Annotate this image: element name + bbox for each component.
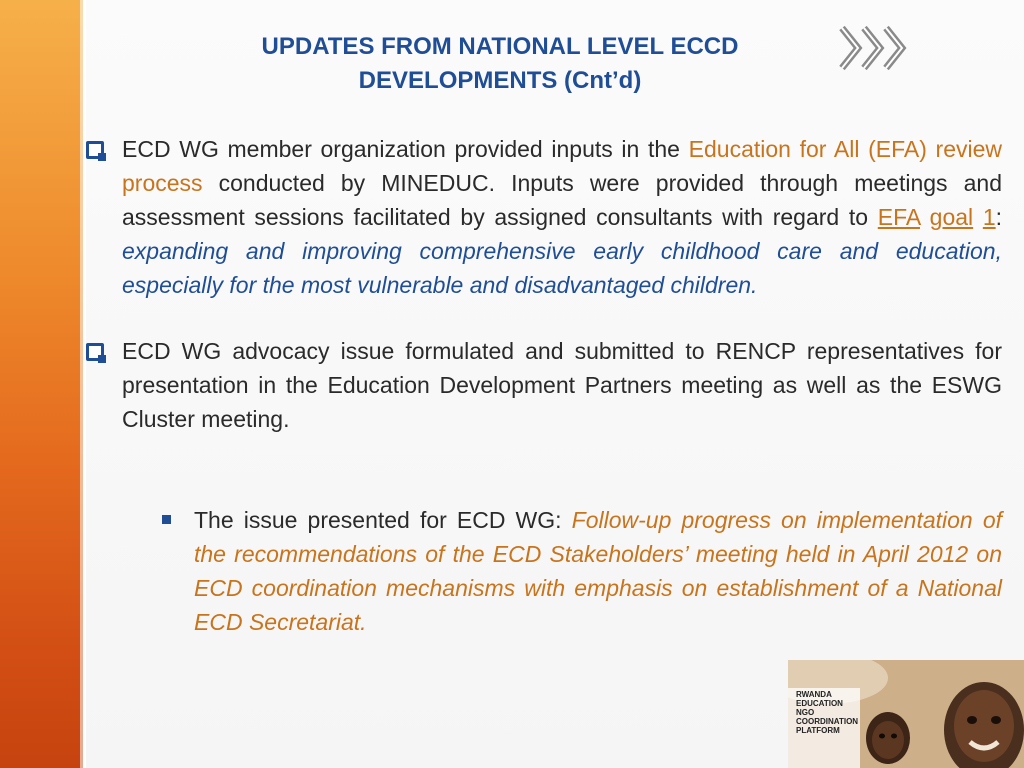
- slide-title-line-1: UPDATES FROM NATIONAL LEVEL ECCD: [261, 33, 739, 60]
- sub-bullet-lead: The issue presented for ECD WG:: [194, 507, 572, 533]
- checkbox-bullet-icon: [86, 141, 104, 159]
- sub-bullet-issue-presented: [158, 503, 1002, 639]
- slide-title-line-2: DEVELOPMENTS (Cnt’d): [358, 67, 642, 94]
- logo-line-coordination: COORDINATION: [796, 717, 859, 726]
- decorative-sidebar: [0, 0, 83, 768]
- bullet-2-text: ECD WG advocacy issue formulated and submitted to RENCP representatives for presentation in the Education Development Partners meeting as well as the ESWG Cluster meeting.: [122, 338, 1002, 432]
- square-bullet-icon: [162, 515, 171, 524]
- checkbox-bullet-icon: [86, 343, 104, 361]
- bullet-list: [84, 132, 1002, 436]
- bullet-1-text-a: ECD WG member organization provided inputs in the: [122, 136, 689, 162]
- slide-title: [90, 30, 910, 98]
- efa-review-phrase: Education for All (EFA) review process: [122, 136, 1003, 196]
- logo-line-education: EDUCATION: [796, 699, 843, 708]
- goal-number-link: 1: [982, 204, 996, 230]
- logo-line-rwanda: RWANDA: [796, 690, 832, 699]
- bullet-advocacy-issue: [84, 334, 1002, 436]
- rencp-logo-photo: [788, 660, 1024, 768]
- bullet-efa-inputs: [84, 132, 1002, 302]
- sub-bullet-issue-text: Follow-up progress on implementation of the recommendations of the ECD Stakeholders’ meeting held in April 2012 on ECD coordination mechanisms with emphasis on establishment of a National ECD Secretariat.: [194, 507, 1003, 635]
- bullet-1-text-b: conducted by MINEDUC. Inputs were provided through meetings and assessment sessions facilitated by assigned consultants with regard to: [122, 170, 1002, 230]
- bullet-1-colon: :: [995, 204, 1003, 230]
- logo-line-ngo: NGO: [796, 708, 815, 717]
- efa-link: EFA: [877, 204, 920, 230]
- rencp-logo-text: [796, 690, 858, 735]
- efa-goal-description: expanding and improving comprehensive early childhood care and education, especially for the most vulnerable and disadvantaged children.: [122, 238, 1002, 298]
- goal-link: goal: [929, 204, 974, 230]
- logo-line-platform: PLATFORM: [796, 726, 840, 735]
- chevrons-icon: [836, 24, 916, 72]
